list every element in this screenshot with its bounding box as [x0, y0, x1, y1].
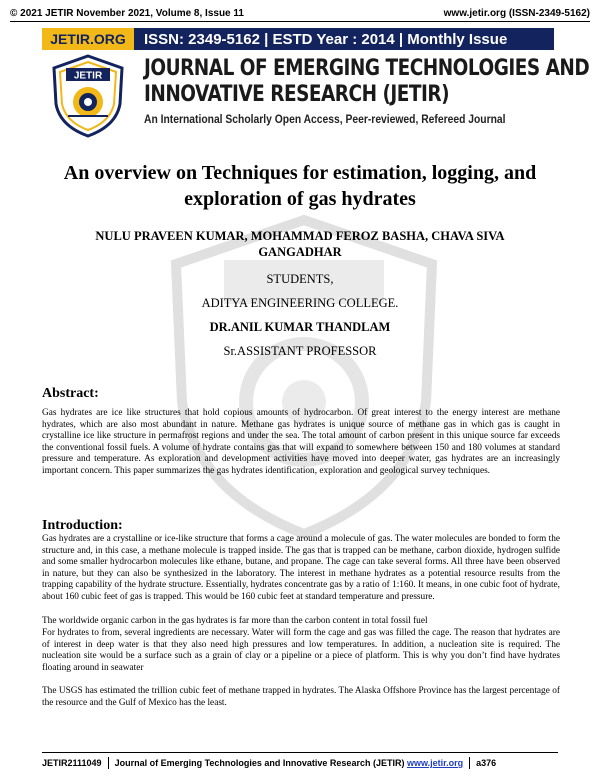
authors-line1: NULU PRAVEEN KUMAR, MOHAMMAD FEROZ BASHA, CHAVA SIVA [95, 229, 505, 243]
header-divider [10, 21, 590, 22]
paper-title [40, 160, 560, 212]
footer-separator [108, 757, 109, 769]
title-line1: An overview on Techniques for estimation, logging, and [63, 162, 537, 184]
footer-paper-id: JETIR2111049 [42, 758, 102, 768]
issn-bar: ISSN: 2349-5162 | ESTD Year : 2014 | Monthly Issue [134, 28, 554, 50]
watermark-logo-icon [164, 212, 444, 542]
journal-name-line1: JOURNAL OF EMERGING TECHNOLOGIES AND [144, 56, 590, 81]
authors-line2: GANGADHAR [258, 245, 342, 259]
title-line2: exploration of gas hydrates [184, 188, 416, 210]
footer-separator-2 [469, 757, 470, 769]
footer-page-number: a376 [476, 758, 497, 768]
journal-tagline: An International Scholarly Open Access, Peer-reviewed, Refereed Journal [144, 112, 506, 126]
logo-text: JETIR [73, 70, 103, 82]
running-header [10, 6, 590, 20]
banner-strip [42, 28, 554, 50]
intro-paragraph-2: The worldwide organic carbon in the gas hydrates is far more than the carbon content in total fossil fuel [42, 616, 428, 626]
page-footer [42, 756, 558, 770]
header-issue-info: © 2021 JETIR November 2021, Volume 8, Issue 11 [10, 7, 244, 19]
author-list [60, 228, 540, 260]
jetir-logo-icon [48, 54, 128, 138]
header-site-issn: www.jetir.org (ISSN-2349-5162) [443, 7, 590, 19]
journal-name-line2: INNOVATIVE RESEARCH (JETIR) [144, 82, 450, 107]
intro-paragraph-1: Gas hydrates are a crystalline or ice-like structure that forms a cage around a molecule of gas. The water molecules are bonded to form the structure and, in this case, a methane molecule is trapped inside. The gas that is trapped can be methane, carbon dioxide, hydrogen sulfide and some smaller hydrocarbon molecules like ethane, butane, and propane. The cage can take several forms. All three have been observed in nature, but they can also be synthesized in the laboratory. The interest in methane hydrates as a potential resource results from the trapping capability of the hydrate structure. Essentially, hydrates concentrate gas by a ratio of 1:160. It means, in one cubic foot of hydrate, about 160 cubic feet of gas is trapped. This would be 160 cubic feet at standard temperature and pressure. [42, 534, 560, 602]
footer-url-link[interactable]: www.jetir.org [406, 758, 464, 768]
guide-role: Sr.ASSISTANT PROFESSOR [223, 344, 377, 358]
college-name: ADITYA ENGINEERING COLLEGE. [201, 296, 399, 310]
abstract-heading: Abstract: [42, 386, 99, 401]
intro-paragraph-3: For hydrates to from, several ingredients are necessary. Water will form the cage and gas was filled the cage. The reason that hydrates are of interest in deep water is that they also need high pressures and low temperatures. In addition, a nucleation site is required. The nucleation site would be a surface such as a grain of clay or a pipeline or a piece of platform. This is why you don’t find have hydrates floating around in seawater [42, 628, 560, 673]
intro-paragraph-4: The USGS has estimated the trillion cubic feet of methane trapped in hydrates. The Alaska Offshore Province has the largest percentage of the resource and the Gulf of Mexico has the least. [42, 686, 560, 708]
abstract-text: Gas hydrates are ice like structures that hold copious amounts of hydrocarbon. Of great interest to the energy interest are methane hydrates, which are also most abundant in nature. Methane gas hydrates is unique source of methane gas in which gas is caught in crystalline ice like structure in permafrost regions and under the sea. The total amount of carbon present in this unique source far exceeds the conventional fossil fuels. A volume of hydrate contains gas that will expand to somewhere between 150 and 180 volumes at standard pressure and temperature. As exploration and development activities have moved into deeper water, gas hydrates are an increasingly important concern. This paper summarizes the gas hydrates identification, exploration and geological survey techniques. [42, 408, 560, 476]
journal-name [144, 56, 590, 108]
footer-divider [42, 752, 558, 753]
footer-journal: Journal of Emerging Technologies and Innovative Research (JETIR) [114, 758, 405, 768]
author-role: STUDENTS, [266, 272, 334, 286]
intro-heading: Introduction: [42, 518, 123, 533]
jetir-org-badge: JETIR.ORG [42, 28, 134, 50]
guide-name: DR.ANIL KUMAR THANDLAM [209, 320, 391, 334]
journal-banner [42, 28, 590, 140]
